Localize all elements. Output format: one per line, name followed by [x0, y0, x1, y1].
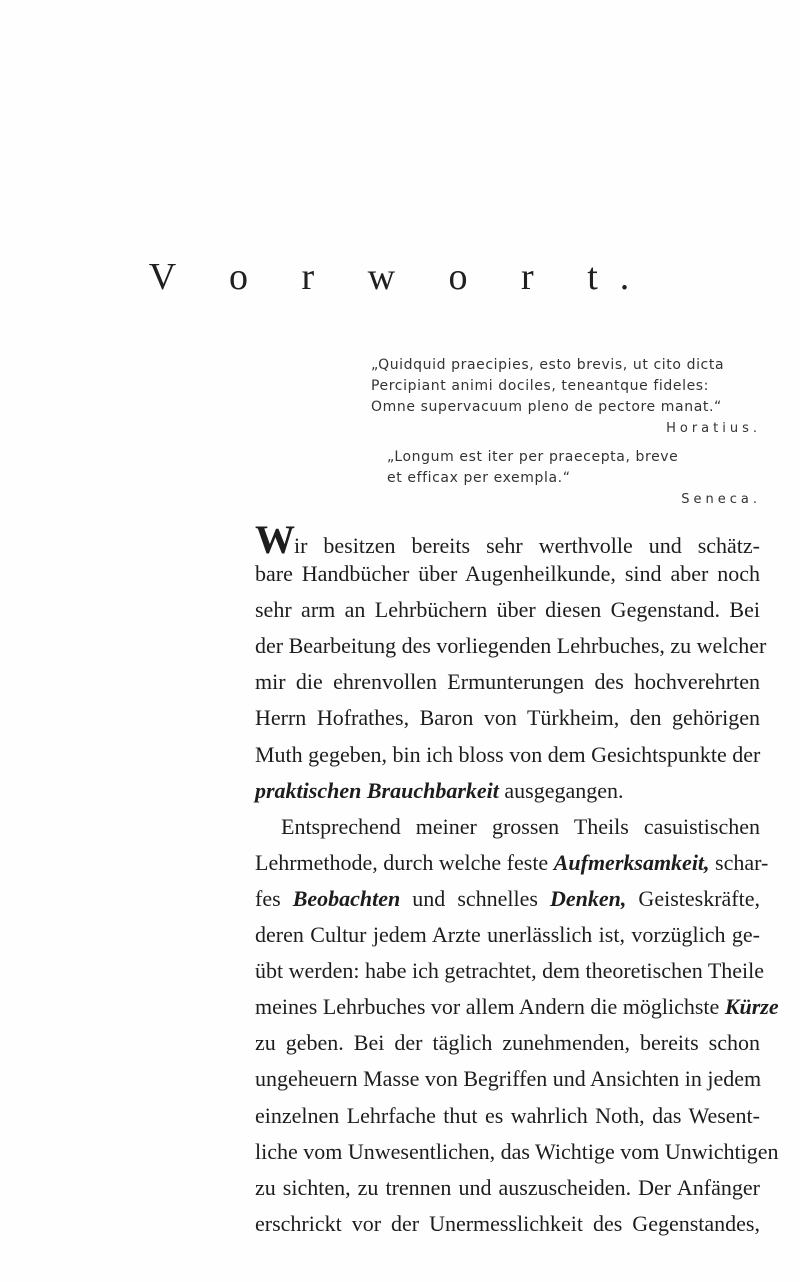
preface-body — [255, 517, 779, 1242]
body-line: Muth gegeben, bin ich bloss von dem Gesichtspunkte der — [255, 741, 761, 767]
emphasis-text: Kürze — [724, 994, 779, 1020]
epigraph-horatius — [371, 355, 761, 439]
emphasis-text: Beobachten — [292, 885, 401, 911]
body-line: zu sichten, zu trennen und auszuscheiden. Der Anfänger — [255, 1174, 760, 1200]
body-line — [255, 773, 760, 809]
body-line: der Bearbeitung des vorliegenden Lehrbuches, zu welcher — [255, 633, 767, 659]
body-line: einzelnen Lehrfache thut es wahrlich Noth, das Wesent- — [255, 1102, 760, 1128]
drop-cap: W — [255, 517, 294, 562]
epigraph-author: Seneca. — [681, 492, 761, 507]
body-line-text: meines Lehrbuches vor allem Andern die möglichste — [255, 994, 725, 1020]
body-line: sehr arm an Lehrbüchern über diesen Gegenstand. Bei — [255, 597, 760, 623]
emphasis-text: praktischen Brauchbarkeit — [255, 777, 499, 803]
epigraph-seneca — [387, 447, 761, 510]
epigraph-line: „Longum est iter per praecepta, breve — [387, 449, 679, 465]
body-line: Entsprechend meiner grossen Theils casuistischen — [281, 813, 760, 839]
body-line — [255, 989, 779, 1025]
body-line: erschrickt vor der Unermesslichkeit des Gegenstandes, — [255, 1210, 760, 1236]
body-line-text: Geisteskräfte, — [626, 885, 760, 911]
epigraph-line: Percipiant animi dociles, teneantque fideles: — [371, 378, 710, 394]
epigraph-line: Omne supervacuum pleno de pectore manat.“ — [371, 399, 722, 415]
body-line-text: schar- — [709, 849, 769, 875]
body-line: bare Handbücher über Augenheilkunde, sind aber noch — [255, 561, 760, 587]
body-line-text: und schnelles — [400, 885, 550, 911]
body-line — [255, 845, 769, 881]
body-line: liche vom Unwesentlichen, das Wichtige vom Unwichtigen — [255, 1138, 779, 1164]
body-line-text: Lehrmethode, durch welche feste — [255, 849, 554, 875]
body-line — [255, 517, 760, 562]
emphasis-text: Denken, — [550, 885, 627, 911]
body-line: ungeheuern Masse von Begriffen und Ansichten in jedem — [255, 1066, 762, 1092]
body-line-text: ausgegangen. — [498, 777, 624, 803]
epigraph-line: et efficax per exempla.“ — [387, 470, 571, 486]
epigraph-line: „Quidquid praecipies, esto brevis, ut cito dicta — [371, 357, 725, 373]
epigraph-author: Horatius. — [666, 421, 761, 436]
body-line — [255, 881, 760, 917]
body-line-text: fes — [255, 885, 293, 911]
emphasis-text: Aufmerksamkeit, — [553, 849, 710, 875]
body-line-text: ir besitzen bereits sehr werthvolle und schätz- — [294, 533, 760, 558]
body-line: zu geben. Bei der täglich zunehmenden, bereits schon — [255, 1030, 760, 1056]
body-line: deren Cultur jedem Arzte unerlässlich ist, vorzüglich ge- — [255, 922, 760, 948]
body-line: Herrn Hofrathes, Baron von Türkheim, den gehörigen — [255, 705, 760, 731]
body-line: mir die ehrenvollen Ermunterungen des hochverehrten — [255, 669, 760, 695]
body-line: übt werden: habe ich getrachtet, dem theoretischen Theile — [255, 958, 765, 984]
page-title: V o r w o r t. — [148, 256, 652, 298]
